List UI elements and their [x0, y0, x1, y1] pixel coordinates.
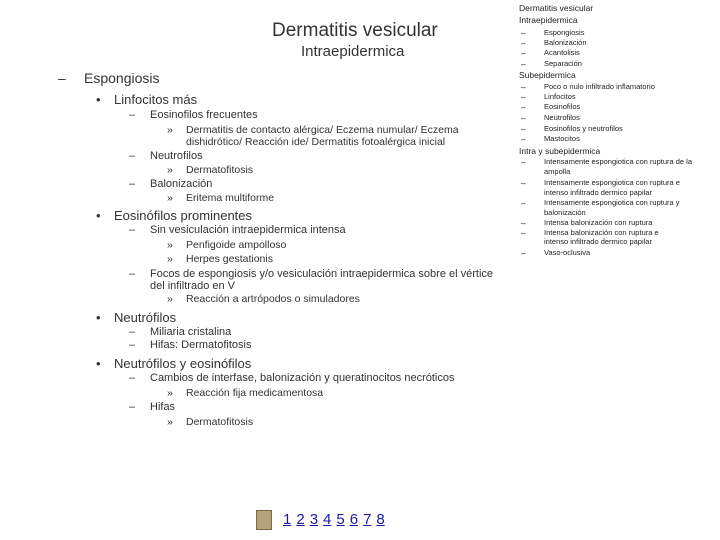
side-dash: – [521, 124, 526, 134]
outline-item-level-3: Eosinofilos frecuentes [150, 109, 258, 121]
outline-item-level-4: Dermatofitosis [186, 164, 254, 176]
side-link[interactable]: Eosinofilos y neutrofilos [544, 124, 623, 133]
outline-marker: » [167, 293, 173, 305]
slide-title: Dermatitis vesicular [272, 20, 438, 41]
outline-marker: • [96, 208, 101, 223]
side-dash: – [521, 28, 526, 38]
page-link-4[interactable]: 4 [323, 511, 332, 528]
slide-thumbnail-icon[interactable] [256, 510, 272, 530]
side-link[interactable]: Balonización [544, 38, 587, 47]
side-link[interactable]: Separación [544, 59, 582, 68]
side-dash: – [521, 134, 526, 144]
outline-item-level-2: Linfocitos más [114, 92, 198, 107]
side-link[interactable]: Intensa balonización con ruptura e [544, 228, 659, 237]
side-link[interactable]: Linfocitos [544, 92, 576, 101]
side-link[interactable]: Acantolisis [544, 48, 580, 57]
side-dash: – [521, 92, 526, 102]
page-link-8[interactable]: 8 [376, 511, 385, 528]
outline-marker: – [129, 401, 136, 413]
side-heading: Subepidermica [519, 70, 576, 80]
side-dash: – [521, 82, 526, 92]
side-link[interactable]: Intensamente espongiotica con ruptura y [544, 198, 680, 207]
outline-marker: – [129, 109, 136, 121]
side-dash: – [521, 178, 526, 188]
outline-marker: » [167, 192, 173, 204]
outline-marker: • [96, 356, 101, 371]
side-link[interactable]: Espongiosis [544, 28, 585, 37]
side-dash: – [521, 157, 526, 167]
outline-marker: » [167, 416, 173, 428]
side-link[interactable]: Eosinofilos [544, 102, 581, 111]
outline-item-level-4: Dermatofitosis [186, 416, 254, 428]
outline-marker: – [129, 339, 136, 351]
outline-item-level-3: Hifas: Dermatofitosis [150, 339, 252, 351]
outline-item-level-3: Focos de espongiosis y/o vesiculación intraepidermica sobre el vértice [150, 268, 494, 280]
outline-item-level-1: Espongiosis [84, 70, 160, 86]
outline-marker: » [167, 164, 173, 176]
outline-item-level-2: Neutrófilos [114, 310, 177, 325]
side-heading: Intra y subepidermica [519, 146, 601, 156]
side-link[interactable]: Vaso-oclusiva [544, 248, 591, 257]
page-link-5[interactable]: 5 [336, 511, 345, 528]
side-link[interactable]: Intensamente espongiotica con ruptura de la [544, 157, 693, 166]
side-dash: – [521, 113, 526, 123]
outline-item-level-4: Reacción a artrópodos o simuladores [186, 293, 360, 305]
side-heading: Dermatitis vesicular [519, 3, 594, 13]
outline-item-level-3: Sin vesiculación intraepidermica intensa [150, 224, 346, 236]
outline-marker: » [167, 239, 173, 251]
outline-marker: – [129, 268, 136, 280]
outline-item-level-4: Eritema multiforme [186, 192, 275, 204]
side-dash: – [521, 248, 526, 258]
outline-marker: – [129, 178, 136, 190]
outline-item-level-3: Neutrofilos [150, 150, 203, 162]
outline-item-level-4: dishidrótico/ Reacción ide/ Dermatitis fotoalérgica inicial [186, 136, 446, 148]
side-link[interactable]: Neutrofilos [544, 113, 580, 122]
outline-item-level-4: Herpes gestationis [186, 253, 273, 265]
side-dash: – [521, 48, 526, 58]
outline-item-level-2: Eosinófilos prominentes [114, 208, 253, 223]
pager [283, 511, 390, 528]
page-link-3[interactable]: 3 [309, 511, 319, 528]
side-dash: – [521, 218, 526, 228]
side-link[interactable]: balonización [544, 208, 586, 217]
outline-marker: » [167, 253, 173, 265]
outline-item-level-4: Penfigoide ampolloso [186, 239, 287, 251]
page-link-6[interactable]: 6 [349, 511, 359, 528]
outline-item-level-3: Hifas [150, 401, 176, 413]
page-link-2[interactable]: 2 [296, 511, 305, 528]
side-link[interactable]: intenso infiltrado dermico papilar [544, 237, 652, 246]
outline-marker: – [129, 150, 136, 162]
outline-marker: – [129, 224, 136, 236]
outline-item-level-3: del infiltrado en V [150, 280, 235, 292]
side-link[interactable]: intenso infiltrado dermico papilar [544, 188, 652, 197]
slide-subtitle: Intraepidermica [301, 43, 405, 60]
outline-item-level-3: Balonización [150, 178, 213, 190]
side-link[interactable]: Poco o nulo infiltrado inflamatorio [544, 82, 655, 91]
outline-marker: – [129, 326, 136, 338]
outline-marker: – [58, 70, 66, 86]
outline-marker: – [129, 372, 136, 384]
side-link[interactable]: Mastocitos [544, 134, 580, 143]
outline-marker: » [167, 387, 173, 399]
outline-item-level-4: Dermatitis de contacto alérgica/ Eczema numular/ Eczema [186, 124, 459, 136]
outline-item-level-2: Neutrófilos y eosinófilos [114, 356, 252, 371]
page-link-1[interactable]: 1 [283, 511, 292, 528]
side-link[interactable]: Intensamente espongiotica con ruptura e [544, 178, 680, 187]
outline-item-level-3: Cambios de interfase, balonización y queratinocitos necróticos [150, 372, 455, 384]
outline-item-level-4: Reacción fija medicamentosa [186, 387, 324, 399]
side-dash: – [521, 59, 526, 69]
outline-marker: • [96, 310, 101, 325]
side-dash: – [521, 198, 526, 208]
side-dash: – [521, 102, 526, 112]
outline-item-level-3: Miliaria cristalina [150, 326, 232, 338]
outline-marker: • [96, 92, 101, 107]
page-link-7[interactable]: 7 [363, 511, 372, 528]
side-dash: – [521, 228, 526, 238]
side-heading: Intraepidermica [519, 15, 578, 25]
side-link[interactable]: ampolla [544, 167, 571, 176]
side-link[interactable]: Intensa balonización con ruptura [544, 218, 653, 227]
outline-marker: » [167, 124, 173, 136]
side-dash: – [521, 38, 526, 48]
